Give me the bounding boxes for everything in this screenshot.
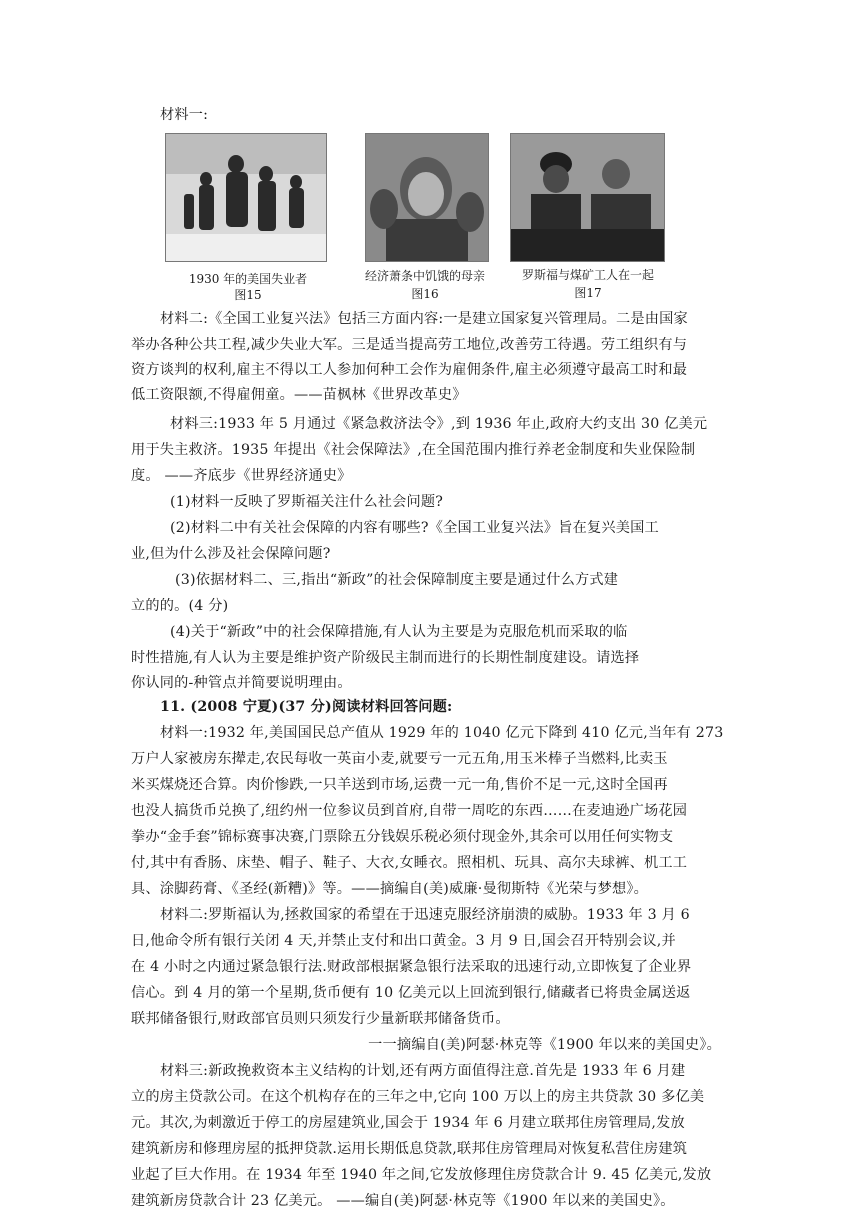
text-line: 米买煤烧还合算。肉价惨跌,一只羊送到市场,运费一元一角,售价不足一元,这时全国再: [131, 777, 668, 793]
photo-hungry-mother: [365, 133, 489, 262]
text-line: 用于失主救济。1935 年提出《社会保障法》,在全国范围内推行养老金制度和失业保险制: [131, 442, 696, 458]
text-line: 具、涂脚药膏、《圣经(新糟)》等。——摘编自(美)威廉·曼彻斯特《光荣与梦想》。: [131, 881, 649, 897]
text-line: 材料三:1933 年 5 月通过《紧急救济法令》,到 1936 年止,政府大约支出 30 亿美元: [170, 416, 708, 432]
photo-roosevelt-miners: [510, 133, 665, 262]
text-line: 度。 ——齐底步《世界经济通史》: [131, 468, 352, 484]
text-line: 建筑新房贷款合计 23 亿美元。 ——编自(美)阿瑟·林克等《1900 年以来的美国史》。: [131, 1193, 675, 1209]
photo-unemployed-1930: [165, 133, 327, 262]
text-line: 时性措施,有人认为主要是维护资产阶级民主制而进行的长期性制度建设。请选择: [131, 650, 640, 666]
material1-label: 材料一:: [160, 107, 209, 123]
text-line: 联邦储备银行,财政部官员则只须发行少量新联邦储备货币。: [131, 1011, 510, 1027]
photo-caption-2: 经济萧条中饥饿的母亲: [364, 269, 485, 283]
text-line: 立的的。(4 分): [131, 598, 229, 614]
figure-label-15: 图15: [234, 288, 262, 302]
question-3: (3)依据材料二、三,指出“新政”的社会保障制度主要是通过什么方式建: [175, 572, 619, 588]
question-11-heading: 11. (2008 宁夏)(37 分)阅读材料回答问题:: [160, 699, 453, 715]
text-line: 立的房主贷款公司。在这个机构存在的三年之中,它向 100 万以上的房主共贷款 30 多亿美: [131, 1089, 705, 1105]
photo-caption-1: 1930 年的美国失业者: [188, 272, 308, 286]
text-line: 日,他命令所有银行关闭 4 天,并禁止支付和出口黄金。3 月 9 日,国会召开特别会议,并: [131, 933, 676, 949]
text-line: 材料三:新政挽救资本主义结构的计划,还有两方面值得注意.首先是 1933 年 6 月建: [160, 1063, 686, 1079]
question-4: (4)关于“新政”中的社会保障措施,有人认为主要是为克服危机而采取的临: [170, 624, 628, 640]
source-citation: 一一摘编自(美)阿瑟·林克等《1900 年以来的美国史》。: [368, 1037, 721, 1053]
figure-label-17: 图17: [574, 286, 602, 300]
question-1: (1)材料一反映了罗斯福关注什么社会问题?: [170, 494, 444, 510]
text-line: 付,其中有香肠、床垫、帽子、鞋子、大衣,女睡衣。照相机、玩具、高尔夫球裤、机工工: [131, 855, 688, 871]
text-line: 元。其次,为刺激近于停工的房屋建筑业,国会于 1934 年 6 月建立联邦住房管理局,发放: [131, 1115, 685, 1131]
text-line: 你认同的-种管点并简要说明理由。: [131, 675, 352, 691]
text-line: 举办各种公共工程,减少失业大军。三是适当提高劳工地位,改善劳工待遇。劳工组织有与: [131, 337, 688, 353]
text-line: 低工资限额,不得雇佣童。——苗枫林《世界改革史》: [131, 387, 467, 403]
text-line: 拳办“金手套”锦标赛事决赛,门票除五分钱娱乐税必须付现金外,其余可以用任何实物支: [131, 829, 674, 845]
text-line: 业起了巨大作用。在 1934 年至 1940 年之间,它发放修理住房贷款合计 9. 45 亿美元,发放: [131, 1167, 712, 1183]
text-line: 业,但为什么涉及社会保障问题?: [131, 546, 331, 562]
text-line: 材料二:《全国工业复兴法》包括三方面内容:一是建立国家复兴管理局。二是由国家: [160, 311, 688, 327]
text-line: 也没人搞货币兑换了,纽约州一位参议员到首府,自带一周吃的东西……在麦迪逊广场花园: [131, 803, 688, 819]
photo-caption-3: 罗斯福与煤矿工人在一起: [521, 268, 654, 282]
text-line: 材料一:1932 年,美国国民总产值从 1929 年的 1040 亿元下降到 410 亿元,当年有 273: [160, 725, 724, 741]
text-line: 在 4 小时之内通过紧急银行法.财政部根据紧急银行法采取的迅速行动,立即恢复了企业界: [131, 959, 692, 975]
text-line: 材料二:罗斯福认为,拯救国家的希望在于迅速克服经济崩溃的威胁。1933 年 3 月 6: [160, 907, 690, 923]
question-2: (2)材料二中有关社会保障的内容有哪些?《全国工业复兴法》旨在复兴美国工: [170, 520, 659, 536]
text-line: 信心。到 4 月的第一个星期,货币便有 10 亿美元以上回流到银行,储藏者已将贵金属送返: [131, 985, 691, 1001]
text-line: 建筑新房和修理房屋的抵押贷款.运用长期低息贷款,联邦住房管理局对恢复私营住房建筑: [131, 1141, 688, 1157]
text-line: 万户人家被房东撵走,农民每收一英亩小麦,就要亏一元五角,用玉米棒子当燃料,比卖玉: [131, 751, 668, 767]
text-line: 资方谈判的权利,雇主不得以工人参加何种工会作为雇佣条件,雇主必须遵守最高工时和最: [131, 362, 688, 378]
figure-label-16: 图16: [411, 287, 439, 301]
